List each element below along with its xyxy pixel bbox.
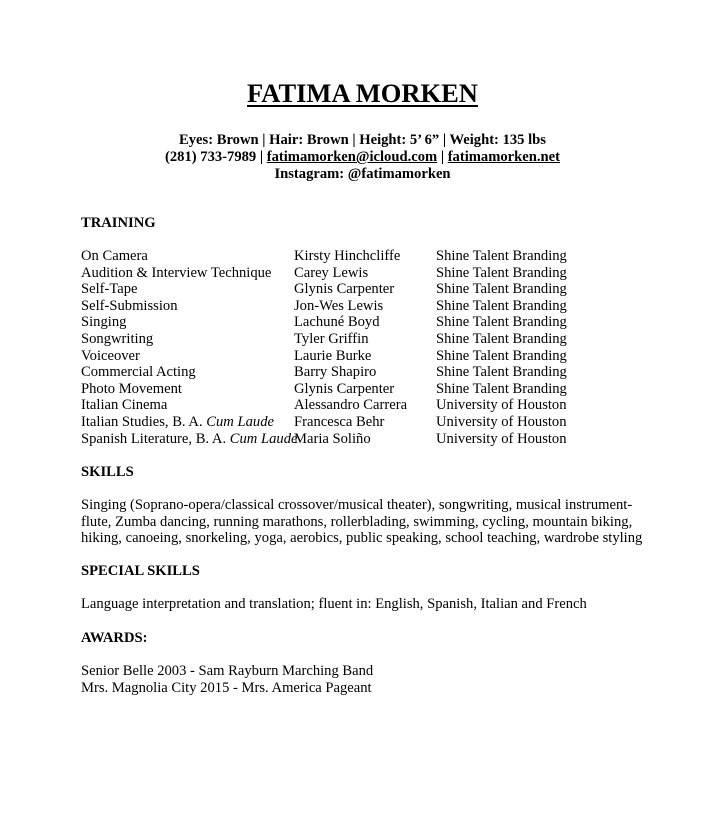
- instructor-cell: Glynis Carpenter: [294, 281, 395, 298]
- resume-name: [0, 76, 725, 110]
- training-row: [81, 265, 641, 282]
- training-row: [81, 331, 641, 348]
- skills-line: Singing (Soprano-opera/classical crossover/musical theater), songwriting, musical instrument-: [81, 497, 633, 513]
- course-cell: [81, 281, 138, 298]
- special-skills-heading: SPECIAL SKILLS: [81, 563, 200, 579]
- award-item: Senior Belle 2003 - Sam Rayburn Marching Band: [81, 663, 374, 679]
- training-heading: TRAINING: [81, 215, 156, 231]
- training-row: [81, 281, 641, 298]
- course-name: Spanish Literature, B. A.: [81, 430, 230, 447]
- school-cell: University of Houston: [436, 430, 567, 447]
- course-honors: Cum Laude: [229, 430, 298, 447]
- skills-line: flute, Zumba dancing, running marathons, rollerblading, swimming, cycling, mountain biking,: [81, 513, 633, 530]
- training-row: [81, 348, 641, 365]
- course-cell: [81, 381, 182, 398]
- instructor-cell: Francesca Behr: [294, 414, 385, 430]
- instructor-cell: Lachuné Boyd: [294, 314, 380, 331]
- skills-heading: SKILLS: [81, 464, 134, 480]
- course-honors: Cum Laude: [206, 414, 274, 430]
- course-name: Self-Submission: [81, 297, 178, 314]
- training-row: [81, 248, 641, 265]
- school-cell: Shine Talent Branding: [436, 331, 567, 347]
- email-link[interactable]: fatimamorken@icloud.com: [266, 149, 438, 165]
- instructor-cell: Laurie Burke: [294, 347, 372, 364]
- separator: |: [437, 149, 448, 165]
- training-row: [81, 298, 641, 315]
- instructor-cell: Glynis Carpenter: [294, 380, 395, 397]
- course-cell: [81, 298, 178, 315]
- instructor-cell: Tyler Griffin: [294, 331, 369, 347]
- awards-heading: AWARDS:: [81, 630, 148, 646]
- separator: |: [256, 149, 267, 165]
- course-cell: [81, 348, 140, 365]
- course-cell: [81, 314, 126, 331]
- course-cell: [81, 248, 148, 265]
- course-cell: [81, 414, 274, 431]
- special-skills-text: Language interpretation and translation; fluent in: English, Spanish, Italian and French: [81, 596, 587, 612]
- school-cell: University of Houston: [436, 414, 567, 430]
- school-cell: Shine Talent Branding: [436, 380, 567, 397]
- skills-paragraph: [81, 497, 661, 547]
- school-cell: Shine Talent Branding: [436, 297, 567, 314]
- training-row: [81, 364, 641, 381]
- training-row: [81, 397, 641, 414]
- contact-block: [0, 132, 725, 183]
- instructor-cell: Maria Soliño: [294, 430, 371, 447]
- training-row: [81, 414, 641, 431]
- course-name: Commercial Acting: [81, 364, 196, 381]
- awards-list: [81, 663, 661, 696]
- training-row: [81, 431, 641, 448]
- course-name: Singing: [81, 314, 127, 331]
- course-name: Songwriting: [81, 331, 154, 347]
- course-name: Photo Movement: [81, 380, 182, 397]
- instructor-cell: Alessandro Carrera: [294, 397, 408, 414]
- school-cell: Shine Talent Branding: [436, 347, 567, 364]
- school-cell: Shine Talent Branding: [436, 314, 567, 331]
- course-name: Italian Studies, B. A.: [81, 414, 207, 430]
- course-cell: [81, 265, 271, 282]
- school-cell: Shine Talent Branding: [436, 364, 567, 381]
- training-row: [81, 314, 641, 331]
- course-name: Self-Tape: [81, 281, 138, 298]
- school-cell: Shine Talent Branding: [436, 281, 567, 298]
- instructor-cell: Barry Shapiro: [294, 364, 377, 381]
- school-cell: University of Houston: [436, 397, 567, 414]
- training-row: [81, 381, 641, 398]
- course-cell: [81, 431, 297, 448]
- course-cell: [81, 397, 167, 414]
- name-text: FATIMA MORKEN: [247, 78, 478, 108]
- course-cell: [81, 364, 196, 381]
- contact-line: [0, 149, 725, 166]
- course-name: Italian Cinema: [81, 397, 168, 414]
- website-link[interactable]: fatimamorken.net: [447, 149, 560, 165]
- school-cell: Shine Talent Branding: [436, 248, 567, 264]
- award-item: Mrs. Magnolia City 2015 - Mrs. America Pageant: [81, 679, 372, 696]
- phone: (281) 733-7989: [165, 149, 257, 165]
- course-name: On Camera: [81, 248, 148, 264]
- school-cell: Shine Talent Branding: [436, 264, 567, 281]
- instagram-handle: Instagram: @fatimamorken: [274, 166, 451, 182]
- instructor-cell: Kirsty Hinchcliffe: [294, 248, 401, 264]
- skills-line: hiking, canoeing, snorkeling, yoga, aerobics, public speaking, school teaching, wardrobe styling: [81, 530, 643, 547]
- course-name: Audition & Interview Technique: [81, 264, 272, 281]
- course-cell: [81, 331, 153, 348]
- instructor-cell: Jon-Wes Lewis: [294, 297, 384, 314]
- instructor-cell: Carey Lewis: [294, 264, 369, 281]
- course-name: Voiceover: [81, 347, 140, 364]
- physical-stats: Eyes: Brown | Hair: Brown | Height: 5’ 6” | Weight: 135 lbs: [179, 132, 546, 148]
